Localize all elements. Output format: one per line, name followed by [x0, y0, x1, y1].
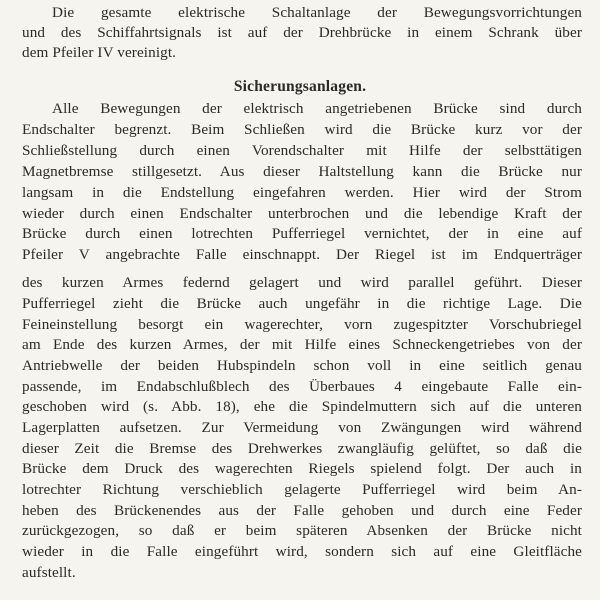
- text-line: aufstellt.: [22, 564, 76, 581]
- text-line: passende, im Endabschlußblech des Überbaues 4 eingebaute Falle ein-: [22, 378, 582, 395]
- text-line: Lagerplatten aufsetzen. Zur Vermeidung von Zwängungen wird während: [22, 419, 582, 436]
- text-line: Schließstellung durch einen Vorendschalter mit Hilfe der selbsttätigen: [22, 142, 582, 159]
- text-line: dem Pfeiler IV vereinigt.: [22, 44, 177, 61]
- text-line: wieder durch einen Endschalter unterbrochen und die lebendige Kraft der: [22, 205, 582, 222]
- text-line: Feineinstellung besorgt ein wagerechter, vorn zugespitzter Vorschubriegel: [22, 316, 582, 333]
- text-line: des kurzen Armes federnd gelagert und wird parallel geführt. Dieser: [22, 274, 582, 291]
- text-line: geschoben wird (s. Abb. 18), ehe die Spindelmuttern sich auf die unteren: [22, 398, 582, 415]
- text-line: zurückgezogen, so daß er beim späteren Absenken der Brücke nicht: [22, 522, 582, 539]
- text-line: heben des Brückenendes aus der Falle gehoben und durch eine Feder: [22, 502, 582, 519]
- text-line: Pfeiler V angebrachte Falle einschnappt. Der Riegel ist im Endquerträger: [22, 246, 582, 263]
- text-line: lotrechter Richtung verschieblich gelagerte Pufferriegel wird beim An-: [22, 481, 582, 498]
- text-line: und des Schiffahrtsignals ist auf der Drehbrücke in einem Schrank über: [22, 24, 582, 41]
- text-line: Antriebwelle der beiden Hubspindeln schon voll in eine seitlich genau: [22, 357, 582, 374]
- section-heading: Sicherungsanlagen.: [233, 78, 367, 95]
- text-line: langsam in die Endstellung eingefahren werden. Hier wird der Strom: [22, 184, 582, 201]
- text-line: Endschalter begrenzt. Beim Schließen wird die Brücke kurz vor der: [22, 121, 582, 138]
- text-line: Die gesamte elektrische Schaltanlage der Bewegungsvorrichtungen: [52, 4, 582, 21]
- text-line: wieder in die Falle eingeführt wird, sondern sich auf eine Gleitfläche: [22, 543, 582, 560]
- text-line: Alle Bewegungen der elektrisch angetriebenen Brücke sind durch: [52, 100, 582, 117]
- text-line: Brücke dem Druck des wagerechten Riegels spielend folgt. Der auch in: [22, 460, 582, 477]
- text-line: Brücke durch einen lotrechten Pufferriegel vernichtet, der in eine auf: [22, 225, 582, 242]
- text-line: Magnetbremse stillgesetzt. Aus dieser Haltstellung kann die Brücke nur: [22, 163, 582, 180]
- text-line: dieser Zeit die Bremse des Drehwerkes zwangläufig gelüftet, so daß die: [22, 440, 582, 457]
- text-line: Pufferriegel zieht die Brücke auch ungefähr in die richtige Lage. Die: [22, 295, 582, 312]
- text-line: am Ende des kurzen Armes, der mit Hilfe eines Schneckengetriebes von der: [22, 336, 582, 353]
